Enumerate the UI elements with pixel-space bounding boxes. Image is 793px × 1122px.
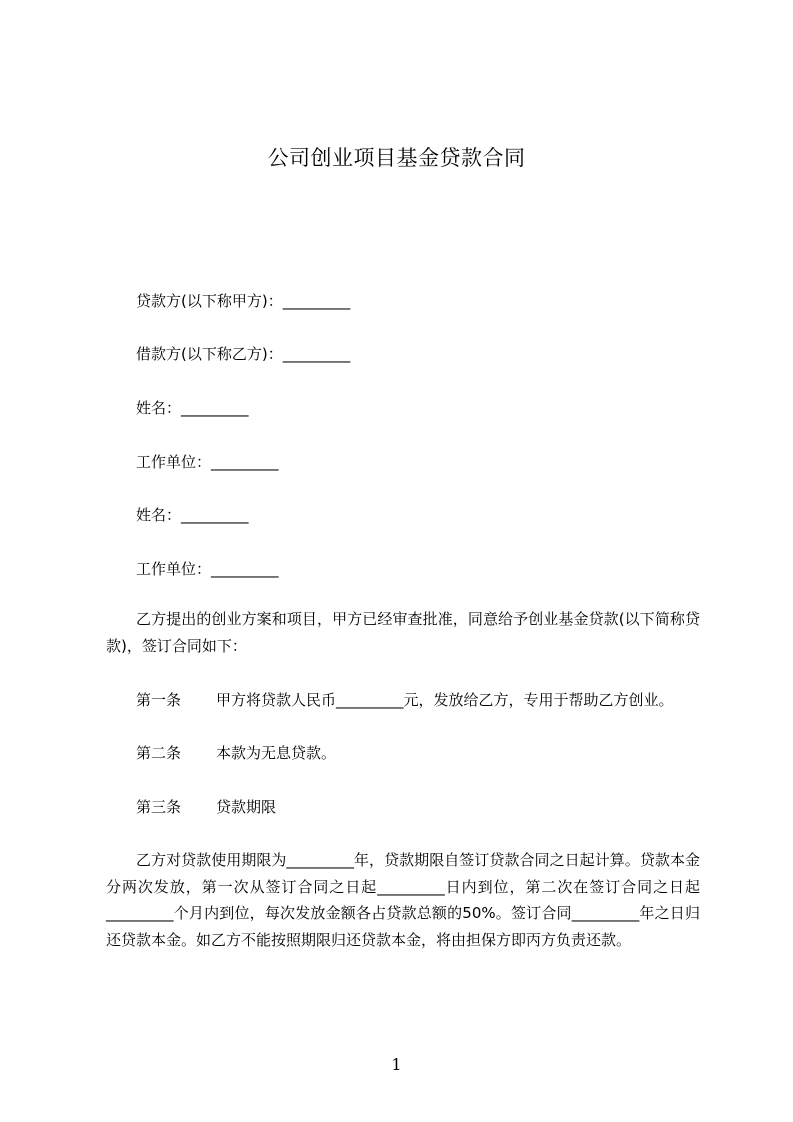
article-3 (136, 797, 276, 817)
article-1-text: 甲方将贷款人民币_________元，发放给乙方，专用于帮助乙方创业。 (216, 691, 674, 709)
name-field-1: 姓名：_________ (136, 399, 249, 417)
intro-paragraph: 乙方提出的创业方案和项目，甲方已经审查批准，同意给予创业基金贷款(以下简称贷款)，签订合同如下： (106, 610, 700, 655)
article-3-number: 第三条 (136, 798, 182, 816)
article-3-text: 贷款期限 (216, 798, 277, 816)
term-paragraph: 乙方对贷款使用期限为_________年，贷款期限自签订贷款合同之日起计算。贷款本金分两次发放，第一次从签订合同之日起_________日内到位，第二次在签订合同之日起_________个月内到位，每次发放金额各占贷款总额的50%。签订合同_________年之日归还贷款本金。如乙方不能按照期限归还贷款本金，将由担保方即丙方负责还款。 (106, 851, 700, 949)
borrower-field: 借款方(以下称乙方)：_________ (136, 345, 351, 363)
lender-field: 贷款方(以下称甲方)：_________ (136, 292, 351, 310)
article-2-number: 第二条 (136, 744, 182, 762)
name-field-2: 姓名：_________ (136, 506, 249, 524)
workplace-field-2: 工作单位：_________ (136, 560, 279, 578)
article-2 (136, 743, 336, 763)
article-1 (136, 690, 674, 710)
article-1-number: 第一条 (136, 691, 182, 709)
page-title: 公司创业项目基金贷款合同 (267, 146, 526, 170)
page-number: 1 (391, 1055, 402, 1074)
workplace-field-1: 工作单位：_________ (136, 453, 279, 471)
article-2-text: 本款为无息贷款。 (216, 744, 337, 762)
